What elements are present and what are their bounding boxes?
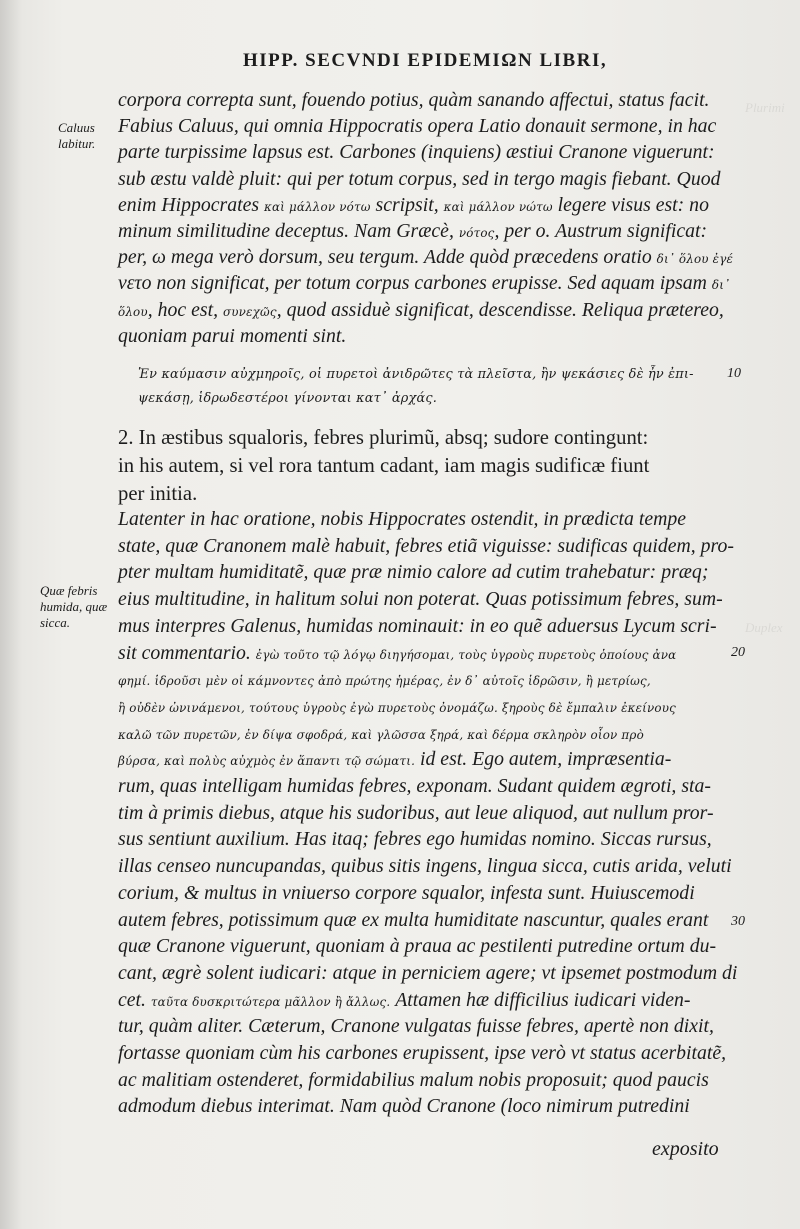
text-line <box>118 220 770 243</box>
latin-text: corpora correpta sunt, fouendo potius, quàm sanando affectui, status facit. <box>118 89 710 111</box>
text-line <box>118 89 770 112</box>
text-line <box>118 588 770 611</box>
text-line <box>118 115 770 138</box>
greek-text: καὶ μάλλον νώτω <box>443 199 553 214</box>
text-line <box>118 882 770 905</box>
text-line <box>118 775 770 798</box>
text-line <box>118 855 770 878</box>
text-line <box>118 962 770 985</box>
latin-text: 2. In æstibus squaloris, febres plurimũ, absq; sudore contingunt: <box>118 425 649 449</box>
text-line <box>118 668 770 691</box>
text-line <box>118 1069 770 1092</box>
latin-text: cant, ægrè solent iudicari: atque in perniciem agere; vt ipsemet postmodum di <box>118 961 738 984</box>
latin-text: per initia. <box>118 481 198 505</box>
text-line <box>118 453 778 478</box>
line-number: 10 <box>727 366 741 381</box>
text-line <box>118 1015 770 1038</box>
text-line <box>118 722 770 745</box>
latin-text: id est. Ego autem, impræsentia- <box>415 748 672 771</box>
latin-text: corium, & multus in vniuerso corpore squalor, infesta sunt. Huiuscemodi <box>118 881 695 904</box>
latin-text: Latenter in hac oratione, nobis Hippocrates ostendit, in prædicta tempe <box>118 508 687 530</box>
greek-text: ἐγὼ τοῦτο τῷ λόγῳ διηγήσομαι, τοὺς ὑγροὺς πυρετοὺς ὁποίους ἀνα <box>255 647 677 662</box>
latin-text: parte turpissime lapsus est. Carbones (inquiens) æstiui Cranone viguerunt: <box>118 141 715 164</box>
greek-text: ὅλου <box>118 304 148 319</box>
greek-text: νότος <box>458 226 495 240</box>
latin-text: tur, quàm aliter. Cæterum, Cranone vulgatas fuisse febres, apertè non dixit, <box>118 1015 714 1038</box>
latin-text: Fabius Caluus, qui omnia Hippocratis opera Latio donauit sermone, in hac <box>118 115 717 138</box>
text-line <box>118 194 770 217</box>
latin-text: quoniam parui momenti sint. <box>118 324 347 347</box>
show-through-text: Plurimi <box>745 100 785 115</box>
latin-text: sub æstu valdè pluit: qui per totum corpus, sed in tergo magis fiebant. Quod <box>118 167 721 190</box>
latin-text: tim à primis diebus, atque his sudoribus, aut leue aliquod, aut nullum pror- <box>118 801 714 824</box>
latin-text: state, quæ Cranonem malè habuit, febres etiã viguisse: sudificas quidem, pro- <box>118 534 734 557</box>
text-line <box>118 325 770 348</box>
margin-note-febris: Quæ febris humida, quæ sicca. <box>40 583 108 630</box>
text-line <box>118 828 770 851</box>
greek-text: συνεχῶς <box>222 304 277 319</box>
text-line <box>118 425 778 450</box>
latin-text: rum, quas intelligam humidas febres, exponam. Sudant quidem ægroti, sta- <box>118 775 711 797</box>
text-line <box>118 802 770 825</box>
latin-text: scripsit, <box>370 193 444 216</box>
text-line <box>118 909 770 932</box>
margin-note-caluus: Caluus labitur. <box>58 120 96 151</box>
latin-text: legere visus est: no <box>552 193 709 216</box>
latin-text: mus interpres Galenus, humidas nominauit: in eo quẽ aduersus Lycum scri- <box>118 614 717 637</box>
greek-text: φημί. ἱδροῦσι μὲν οἱ κάμνοντες ἀπὸ πρώτης ἡμέρας, ἐν δ᾽ αὐτοῖς ἱδρῶσιν, ἢ μετρίως, <box>118 674 651 689</box>
latin-text: in his autem, si vel rora tantum cadant, iam magis sudificæ fiunt <box>118 453 650 477</box>
show-through-text: Duplex <box>745 620 783 635</box>
greek-text: βύρσα, καὶ πολὺς αὐχμὸς ἐν ἅπαντι τῷ σώματι. <box>118 754 416 769</box>
latin-text: cet. <box>118 988 151 1011</box>
latin-text: eius multitudine, in halitum solui non poterat. Quas potissimum febres, sum- <box>118 588 723 611</box>
text-line: ψεκάσῃ, ἱδρωδεστέροι γίνονται κατ᾽ ἀρχάς. <box>138 391 438 406</box>
latin-text: illas censeo nuncupandas, quibus sitis ingens, lingua sicca, cutis arida, veluti <box>118 855 732 878</box>
greek-text: δι᾽ <box>711 278 731 293</box>
text-line <box>118 246 770 269</box>
line-number: 20 <box>731 645 745 660</box>
latin-text: ac malitiam ostenderet, formidabilius malum nobis proposuit; quod paucis <box>118 1068 709 1091</box>
latin-text: enim Hippocrates <box>118 193 264 216</box>
latin-text: per, ω mega verò dorsum, seu tergum. Adde quòd præcedens oratio <box>118 246 657 269</box>
latin-text: sit commentario. <box>118 641 256 664</box>
text-line <box>118 299 770 322</box>
text-line <box>118 748 770 771</box>
text-line <box>118 1042 770 1065</box>
greek-text: δι᾽ ὅλου ἐγέ <box>656 252 734 267</box>
text-line <box>118 481 778 506</box>
latin-text: minum similitudine deceptus. Nam Græcè, <box>118 220 459 242</box>
latin-text: , hoc est, <box>147 298 223 321</box>
text-line <box>118 989 770 1012</box>
latin-text: pter multam humiditatẽ, quæ præ nimio calore ad cutim trahebatur: præq; <box>118 561 709 584</box>
spine-shadow <box>0 0 22 1229</box>
text-line <box>118 535 770 558</box>
text-line <box>118 935 770 958</box>
latin-text: sus sentiunt auxilium. Has itaq; febres ego humidas nomino. Siccas rursus, <box>118 828 712 851</box>
greek-text: καὶ μάλλον νότω <box>263 199 371 214</box>
text-line: Ἐν καύμασιν αὐχμηροῖς, οἱ πυρετοὶ ἀνιδρῶτες τὰ πλεῖστα, ἢν ψεκάσιες δὲ ἦν ἐπι- <box>138 367 694 382</box>
running-header: HIPP. SECVNDI EPIDEMIΩN LIBRI, <box>243 50 608 71</box>
text-line <box>118 561 770 584</box>
latin-text: Attamen hæ difficilius iudicari viden- <box>390 988 691 1011</box>
catchword: exposito <box>652 1138 719 1160</box>
greek-text: καλῶ τῶν πυρετῶν, ἐν δίψα σφοδρά, καὶ γλῶσσα ξηρά, καὶ δέρμα σκληρὸν οἷον πρὸ <box>118 727 644 742</box>
latin-text: , per o. Austrum significat: <box>494 220 708 242</box>
text-line <box>118 508 770 531</box>
latin-text: , quod assiduè significat, descendisse. Reliqua prætereo, <box>276 298 724 321</box>
text-line <box>118 272 770 295</box>
text-line <box>118 642 770 665</box>
latin-text: autem febres, potissimum quæ ex multa humiditate nascuntur, quales erant <box>118 908 709 931</box>
text-line <box>118 168 770 191</box>
text-line <box>118 1095 770 1118</box>
text-line <box>118 695 770 718</box>
greek-text: ἢ οὐδὲν ὠνινάμενοι, τούτους ὑγροὺς ἐγὼ πυρετοὺς ὀνομάζω. ξηροὺς δὲ ἔμπαλιν ἐκείνους <box>118 700 677 715</box>
latin-text: quæ Cranone viguerunt, quoniam à praua ac pestilenti putredine ortum du- <box>118 935 717 958</box>
greek-text: ταῦτα δυσκριτώτερα μᾶλλον ἢ ἄλλως. <box>150 994 391 1009</box>
latin-text: νετο non significat, per totum corpus carbones erupisse. Sed aquam ipsam <box>118 272 712 295</box>
latin-text: admodum diebus interimat. Nam quòd Cranone (loco nimirum putredini <box>118 1095 690 1118</box>
text-line <box>118 141 770 164</box>
text-line <box>118 615 770 638</box>
line-number: 30 <box>731 914 745 929</box>
latin-text: fortasse quoniam cùm his carbones erupissent, ipse verò vt status acerbitatẽ, <box>118 1042 727 1064</box>
